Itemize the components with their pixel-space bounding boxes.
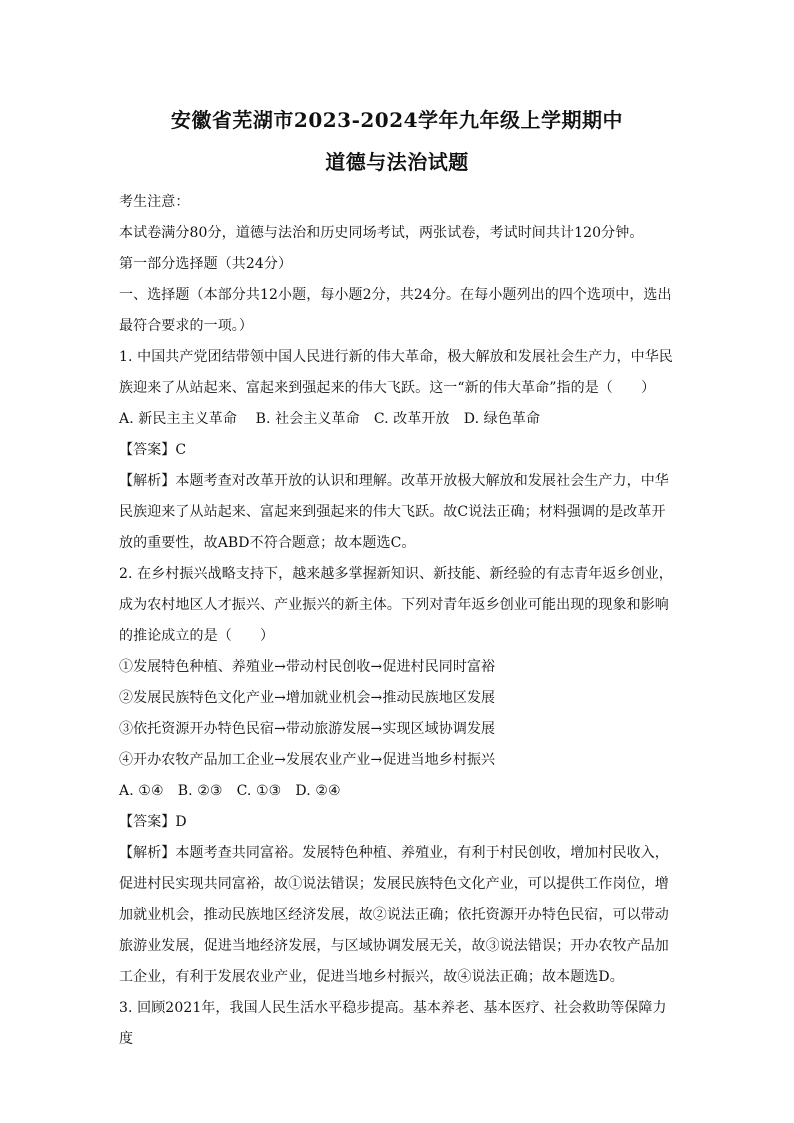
question-2-stem: 2. 在乡村振兴战略支持下，越来越多掌握新知识、新技能、新经验的有志青年返乡创业，成为农村地区人才振兴、产业振兴的新主体。下列对青年返乡创业可能出现的现象和影响的推论成立的是（ ） xyxy=(119,566,673,644)
notice-text: 本试卷满分80分，道德与法治和历史同场考试，两张试卷，考试时间共计120分钟。 xyxy=(119,225,644,241)
part-heading: 第一部分选择题（共24分） xyxy=(119,256,293,272)
question-2-options: A. ①④ B. ②③ C. ①③ D. ②④ xyxy=(119,783,341,799)
question-2-item-2: ②发展民族特色文化产业→增加就业机会→推动民族地区发展 xyxy=(119,690,496,706)
question-1-answer: 【答案】C xyxy=(119,442,187,458)
question-2-item-1: ①发展特色种植、养殖业→带动村民创收→促进村民同时富裕 xyxy=(119,659,496,675)
question-1-stem: 1. 中国共产党团结带领中国人民进行新的伟大革命，极大解放和发展社会生产力，中华民族迎来了从站起来、富起来到强起来的伟大飞跃。这一“新的伟大革命”指的是（ ） xyxy=(119,349,673,396)
question-2-item-4: ④开办农牧产品加工企业→发展农业产业→促进当地乡村振兴 xyxy=(119,752,496,768)
section-intro: 一、选择题（本部分共12小题，每小题2分，共24分。在每小题列出的四个选项中，选出最符合要求的一项。） xyxy=(119,287,672,334)
question-1-options: A. 新民主主义革命 B. 社会主义革命 C. 改革开放 D. 绿色革命 xyxy=(119,411,541,427)
exam-title-line2: 道德与法治试题 xyxy=(325,150,469,174)
question-3-stem: 3. 回顾2021年，我国人民生活水平稳步提高。基本养老、基本医疗、社会救助等保障力度 xyxy=(119,1000,667,1047)
notice-label: 考生注意： xyxy=(119,194,190,210)
question-2-item-3: ③依托资源开办特色民宿→带动旅游发展→实现区域协调发展 xyxy=(119,721,496,737)
exam-title-line1: 安徽省芜湖市2023-2024学年九年级上学期期中 xyxy=(170,108,624,132)
exam-body xyxy=(119,187,679,1055)
question-2-answer: 【答案】D xyxy=(119,814,187,830)
question-1-analysis: 【解析】本题考查对改革开放的认识和理解。改革开放极大解放和发展社会生产力，中华民族迎来了从站起来、富起来到强起来的伟大飞跃。故C说法正确；材料强调的是改革开放的重要性，故ABD不符合题意；故本题选C。 xyxy=(119,473,669,551)
question-2-analysis: 【解析】本题考查共同富裕。发展特色种植、养殖业，有利于村民创收，增加村民收入，促进村民实现共同富裕，故①说法错误；发展民族特色文化产业，可以提供工作岗位，增加就业机会，推动民族地区经济发展，故②说法正确；依托资源开办特色民宿，可以带动旅游业发展，促进当地经济发展，与区域协调发展无关，故③说法错误；开办农牧产品加工企业，有利于发展农业产业，促进当地乡村振兴，故④说法正确；故本题选D。 xyxy=(119,845,669,985)
